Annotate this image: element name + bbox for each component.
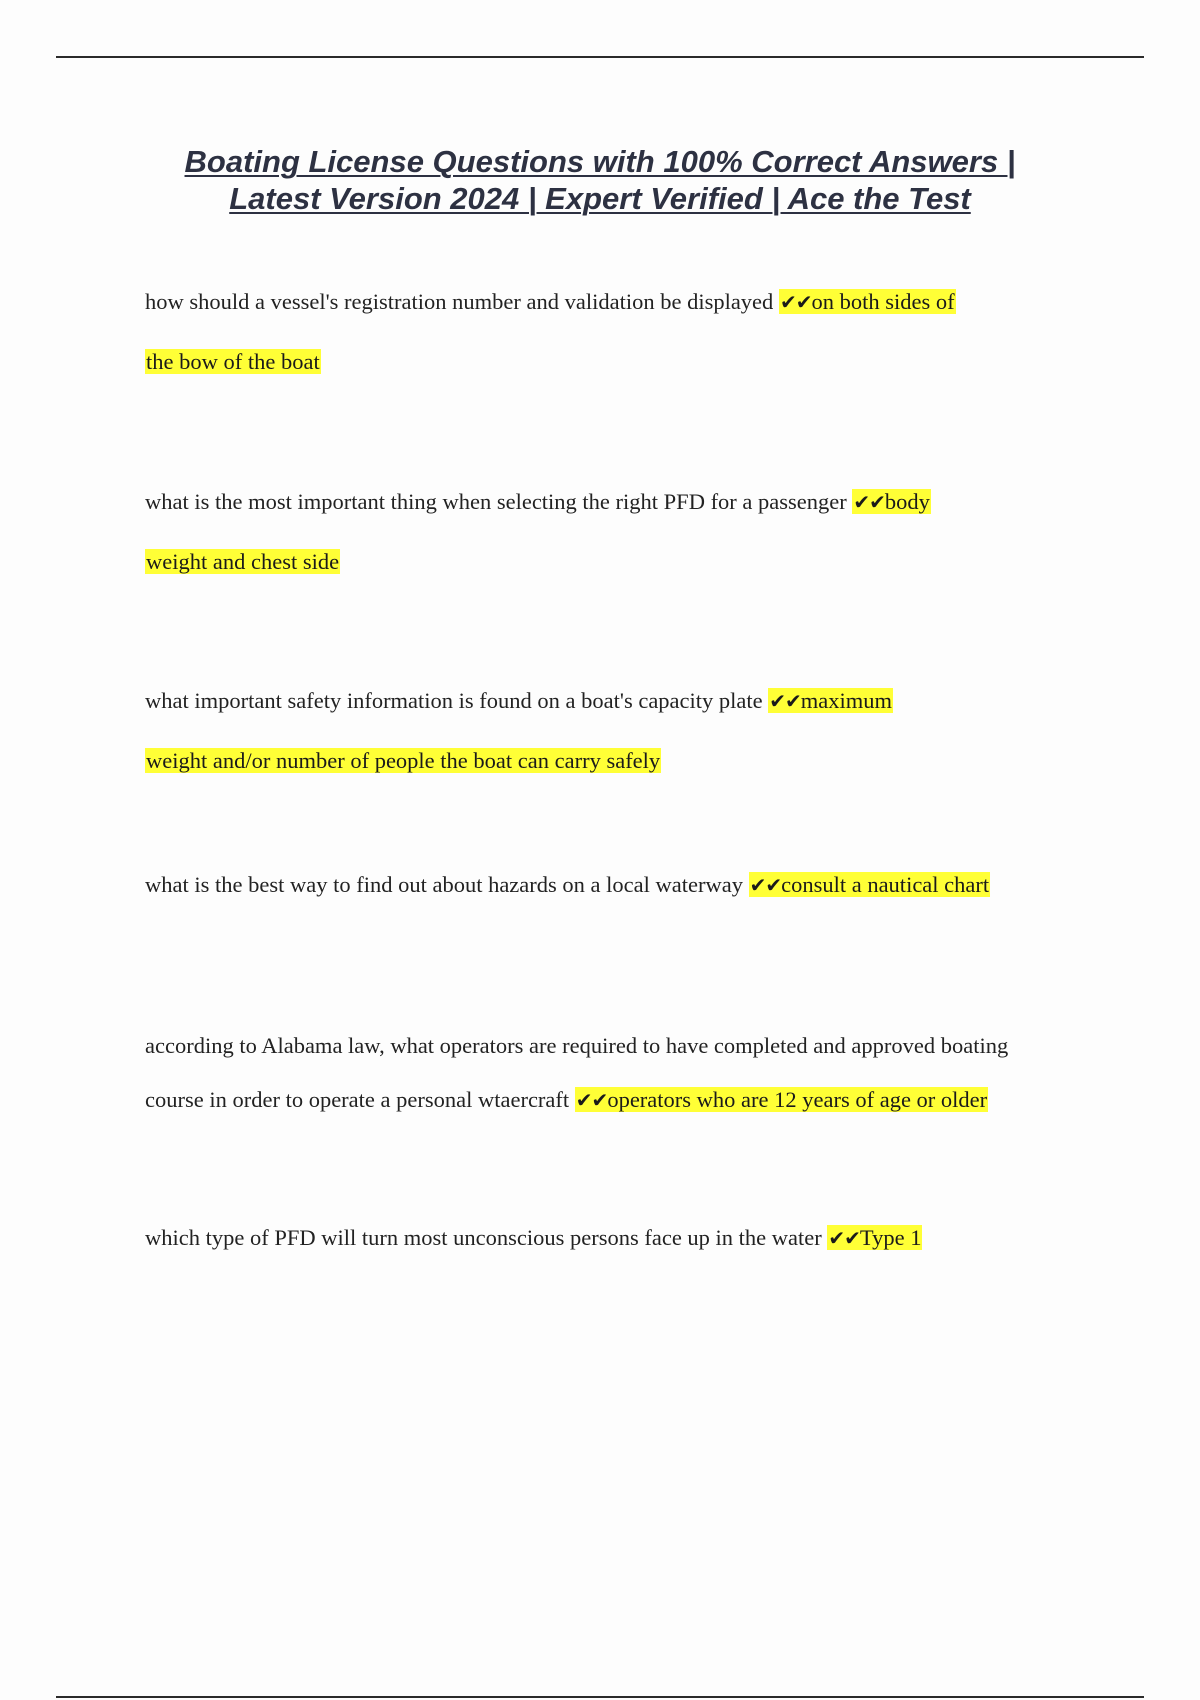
answer-text: maximum bbox=[800, 688, 893, 713]
question-text: what is the best way to find out about hazards on a local waterway bbox=[145, 872, 749, 897]
qa-line bbox=[145, 272, 1080, 332]
answer-text: weight and/or number of people the boat can carry safely bbox=[146, 748, 661, 773]
qa-item bbox=[145, 870, 1080, 900]
qa-line bbox=[145, 1223, 1080, 1253]
check-icon: ✔✔ bbox=[828, 1226, 860, 1250]
document-title bbox=[100, 143, 1100, 217]
question-text: which type of PFD will turn most unconscious persons face up in the water bbox=[145, 1225, 828, 1250]
answer-text: weight and chest side bbox=[146, 549, 340, 574]
answer-highlight bbox=[852, 489, 931, 514]
qa-line bbox=[145, 671, 1080, 731]
check-icon: ✔✔ bbox=[853, 490, 885, 514]
answer-highlight bbox=[779, 289, 956, 314]
answer-text: the bow of the boat bbox=[146, 349, 320, 374]
answer-text: Type 1 bbox=[859, 1225, 922, 1250]
answer-text: on both sides of bbox=[811, 289, 955, 314]
qa-line bbox=[145, 532, 1080, 592]
top-rule bbox=[56, 56, 1144, 58]
answer-highlight bbox=[575, 1087, 988, 1112]
answer-text: operators who are 12 years of age or older bbox=[607, 1087, 988, 1112]
check-icon: ✔✔ bbox=[769, 689, 801, 713]
qa-item bbox=[145, 671, 1080, 790]
qa-item bbox=[145, 272, 1080, 392]
title-line-2: Latest Version 2024 | Expert Verified | Ace the Test bbox=[229, 181, 971, 216]
question-text: what is the most important thing when selecting the right PFD for a passenger bbox=[145, 489, 853, 514]
check-icon: ✔✔ bbox=[749, 873, 782, 897]
qa-item bbox=[145, 1019, 1080, 1127]
qa-line bbox=[145, 472, 1080, 532]
title-line-1: Boating License Questions with 100% Correct Answers | bbox=[184, 144, 1016, 179]
question-text: what important safety information is found on a boat's capacity plate bbox=[145, 688, 769, 713]
answer-text: body bbox=[884, 489, 930, 514]
answer-highlight bbox=[749, 872, 991, 897]
qa-line bbox=[145, 1019, 1080, 1073]
question-text: according to Alabama law, what operators are required to have completed and approved boating bbox=[145, 1033, 1009, 1058]
question-text: course in order to operate a personal wtaercraft bbox=[145, 1087, 575, 1112]
qa-line bbox=[145, 731, 1080, 790]
qa-line bbox=[145, 1073, 1080, 1127]
check-icon: ✔✔ bbox=[779, 290, 812, 314]
bottom-rule bbox=[56, 1696, 1144, 1698]
answer-highlight bbox=[768, 688, 893, 713]
qa-line bbox=[145, 870, 1080, 900]
answer-highlight bbox=[827, 1225, 922, 1250]
answer-text: consult a nautical chart bbox=[781, 872, 990, 897]
qa-line bbox=[145, 332, 1080, 392]
check-icon: ✔✔ bbox=[575, 1088, 608, 1112]
question-text: how should a vessel's registration number and validation be displayed bbox=[145, 289, 779, 314]
qa-item bbox=[145, 472, 1080, 592]
qa-item bbox=[145, 1223, 1080, 1253]
